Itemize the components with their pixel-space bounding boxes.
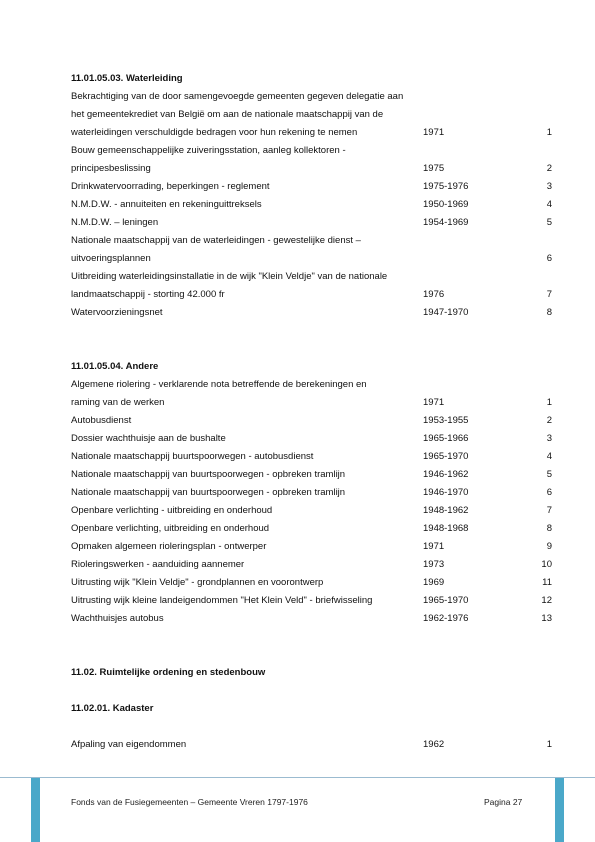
page-number: Pagina 27 — [484, 797, 523, 807]
entry-line — [71, 394, 553, 412]
list-item — [71, 430, 553, 448]
entry-description: Algemene riolering - verklarende nota betreffende de berekeningen en — [71, 379, 367, 390]
entry-description: uitvoeringsplannen — [71, 253, 151, 264]
entry-date: 1946-1962 — [423, 469, 469, 480]
entry-line — [71, 142, 553, 160]
list-item — [71, 142, 553, 178]
entry-number: 6 — [546, 253, 552, 264]
list-item — [71, 484, 553, 502]
entry-date: 1973 — [423, 559, 445, 570]
entry-line — [71, 610, 553, 628]
entry-description: Dossier wachthuisje aan de bushalte — [71, 433, 226, 444]
entry-date: 1975-1976 — [423, 181, 469, 192]
entry-date: 1948-1962 — [423, 505, 469, 516]
footer-title: Fonds van de Fusiegemeenten – Gemeente Vreren 1797-1976 — [71, 797, 308, 807]
entry-line — [71, 466, 553, 484]
entry-line — [71, 160, 553, 178]
entry-number: 11 — [542, 577, 552, 588]
entry-number: 5 — [546, 469, 552, 480]
entry-number: 7 — [546, 505, 552, 516]
section-heading-kadaster: 11.02.01. Kadaster — [71, 703, 154, 714]
entry-description: Afpaling van eigendommen — [71, 739, 187, 750]
list-item — [71, 196, 553, 214]
entry-line — [71, 538, 553, 556]
entry-description: Watervoorzieningsnet — [71, 307, 163, 318]
entry-line — [71, 574, 553, 592]
entry-date: 1965-1970 — [423, 451, 469, 462]
entry-number: 7 — [546, 289, 552, 300]
entry-number: 10 — [541, 559, 552, 570]
entry-description: Wachthuisjes autobus — [71, 613, 164, 624]
entry-line — [71, 448, 553, 466]
entry-line — [71, 232, 553, 250]
document-body — [71, 70, 553, 754]
entry-line — [71, 106, 553, 124]
entry-line — [71, 178, 553, 196]
entry-number: 2 — [546, 415, 552, 426]
list-item — [71, 448, 553, 466]
chapter-heading-ruimtelijke-ordening: 11.02. Ruimtelijke ordening en stedenbouw — [71, 667, 266, 678]
list-item — [71, 538, 553, 556]
entry-description: het gemeentekrediet van België om aan de nationale maatschappij van de — [71, 109, 384, 120]
entry-number: 8 — [546, 523, 552, 534]
entry-number: 3 — [546, 181, 552, 192]
entry-description: Nationale maatschappij van buurtspoorwegen - opbreken tramlijn — [71, 469, 346, 480]
entry-description: Openbare verlichting, uitbreiding en onderhoud — [71, 523, 270, 534]
entry-description: Nationale maatschappij buurtspoorwegen - autobusdienst — [71, 451, 314, 462]
entry-description: Rioleringswerken - aanduiding aannemer — [71, 559, 245, 570]
list-item — [71, 520, 553, 538]
entry-date: 1953-1955 — [423, 415, 469, 426]
entry-date: 1962-1976 — [423, 613, 469, 624]
entry-date: 1948-1968 — [423, 523, 469, 534]
entry-number: 4 — [546, 199, 552, 210]
entry-date: 1965-1970 — [423, 595, 469, 606]
entry-description: N.M.D.W. – leningen — [71, 217, 159, 228]
entry-date: 1971 — [423, 397, 445, 408]
entry-line — [71, 286, 553, 304]
list-item — [71, 268, 553, 304]
list-item — [71, 232, 553, 268]
entry-description: Nationale maatschappij van buurtspoorwegen - opbreken tramlijn — [71, 487, 346, 498]
entry-date: 1962 — [423, 739, 445, 750]
section-heading-waterleiding: 11.01.05.03. Waterleiding — [71, 73, 183, 84]
entry-date: 1969 — [423, 577, 445, 588]
list-item — [71, 574, 553, 592]
entry-line — [71, 214, 553, 232]
entry-date: 1947-1970 — [423, 307, 469, 318]
inventory-list-kadaster — [71, 736, 553, 754]
entry-number: 13 — [541, 613, 552, 624]
entry-description: Openbare verlichting - uitbreiding en onderhoud — [71, 505, 273, 516]
entry-line — [71, 196, 553, 214]
list-item — [71, 502, 553, 520]
entry-line — [71, 376, 553, 394]
entry-date: 1954-1969 — [423, 217, 469, 228]
entry-description: Drinkwatervoorrading, beperkingen - reglement — [71, 181, 270, 192]
entry-date: 1946-1970 — [423, 487, 469, 498]
list-item — [71, 412, 553, 430]
list-item — [71, 556, 553, 574]
entry-number: 2 — [546, 163, 552, 174]
list-item — [71, 178, 553, 196]
entry-number: 1 — [546, 397, 552, 408]
entry-description: Uitrusting wijk "Klein Veldje" - grondplannen en voorontwerp — [71, 577, 324, 588]
entry-line — [71, 250, 553, 268]
entry-description: Bekrachtiging van de door samengevoegde gemeenten gegeven delegatie aan — [71, 91, 404, 102]
inventory-list-andere — [71, 376, 553, 628]
entry-description: Opmaken algemeen rioleringsplan - ontwerper — [71, 541, 267, 552]
entry-description: landmaatschappij - storting 42.000 fr — [71, 289, 225, 300]
entry-date: 1975 — [423, 163, 445, 174]
list-item — [71, 736, 553, 754]
entry-description: N.M.D.W. - annuiteiten en rekeninguittreksels — [71, 199, 262, 210]
entry-number: 8 — [546, 307, 552, 318]
entry-number: 9 — [546, 541, 552, 552]
entry-date: 1965-1966 — [423, 433, 469, 444]
footer-accent-bar-left — [31, 778, 40, 842]
entry-date: 1971 — [423, 127, 445, 138]
list-item — [71, 610, 553, 628]
entry-line — [71, 304, 553, 322]
entry-number: 3 — [546, 433, 552, 444]
entry-description: principesbeslissing — [71, 163, 151, 174]
list-item — [71, 592, 553, 610]
entry-description: Uitrusting wijk kleine landeigendommen "Het Klein Veld" - briefwisseling — [71, 595, 373, 606]
entry-number: 6 — [546, 487, 552, 498]
entry-line — [71, 736, 553, 754]
entry-line — [71, 556, 553, 574]
entry-description: raming van de werken — [71, 397, 165, 408]
section-heading-andere: 11.01.05.04. Andere — [71, 361, 159, 372]
footer-divider — [0, 777, 595, 778]
list-item — [71, 214, 553, 232]
list-item — [71, 304, 553, 322]
entry-number: 1 — [546, 739, 552, 750]
entry-line — [71, 124, 553, 142]
entry-line — [71, 88, 553, 106]
entry-description: Nationale maatschappij van de waterleidingen - gewestelijke dienst – — [71, 235, 361, 246]
footer-accent-bar-right — [555, 778, 564, 842]
inventory-list-waterleiding — [71, 88, 553, 322]
entry-line — [71, 592, 553, 610]
entry-description: Autobusdienst — [71, 415, 132, 426]
entry-description: Bouw gemeenschappelijke zuiveringsstation, aanleg kollektoren - — [71, 145, 346, 156]
entry-line — [71, 268, 553, 286]
entry-number: 5 — [546, 217, 552, 228]
entry-description: waterleidingen verschuldigde bedragen voor hun rekening te nemen — [71, 127, 358, 138]
entry-description: Uitbreiding waterleidingsinstallatie in de wijk "Klein Veldje" van de nationale — [71, 271, 388, 282]
entry-date: 1950-1969 — [423, 199, 469, 210]
entry-number: 4 — [546, 451, 552, 462]
entry-line — [71, 484, 553, 502]
entry-line — [71, 502, 553, 520]
entry-line — [71, 412, 553, 430]
entry-line — [71, 520, 553, 538]
entry-date: 1971 — [423, 541, 445, 552]
entry-date: 1976 — [423, 289, 445, 300]
entry-number: 1 — [546, 127, 552, 138]
entry-line — [71, 430, 553, 448]
entry-number: 12 — [541, 595, 552, 606]
list-item — [71, 466, 553, 484]
list-item — [71, 376, 553, 412]
list-item — [71, 88, 553, 142]
